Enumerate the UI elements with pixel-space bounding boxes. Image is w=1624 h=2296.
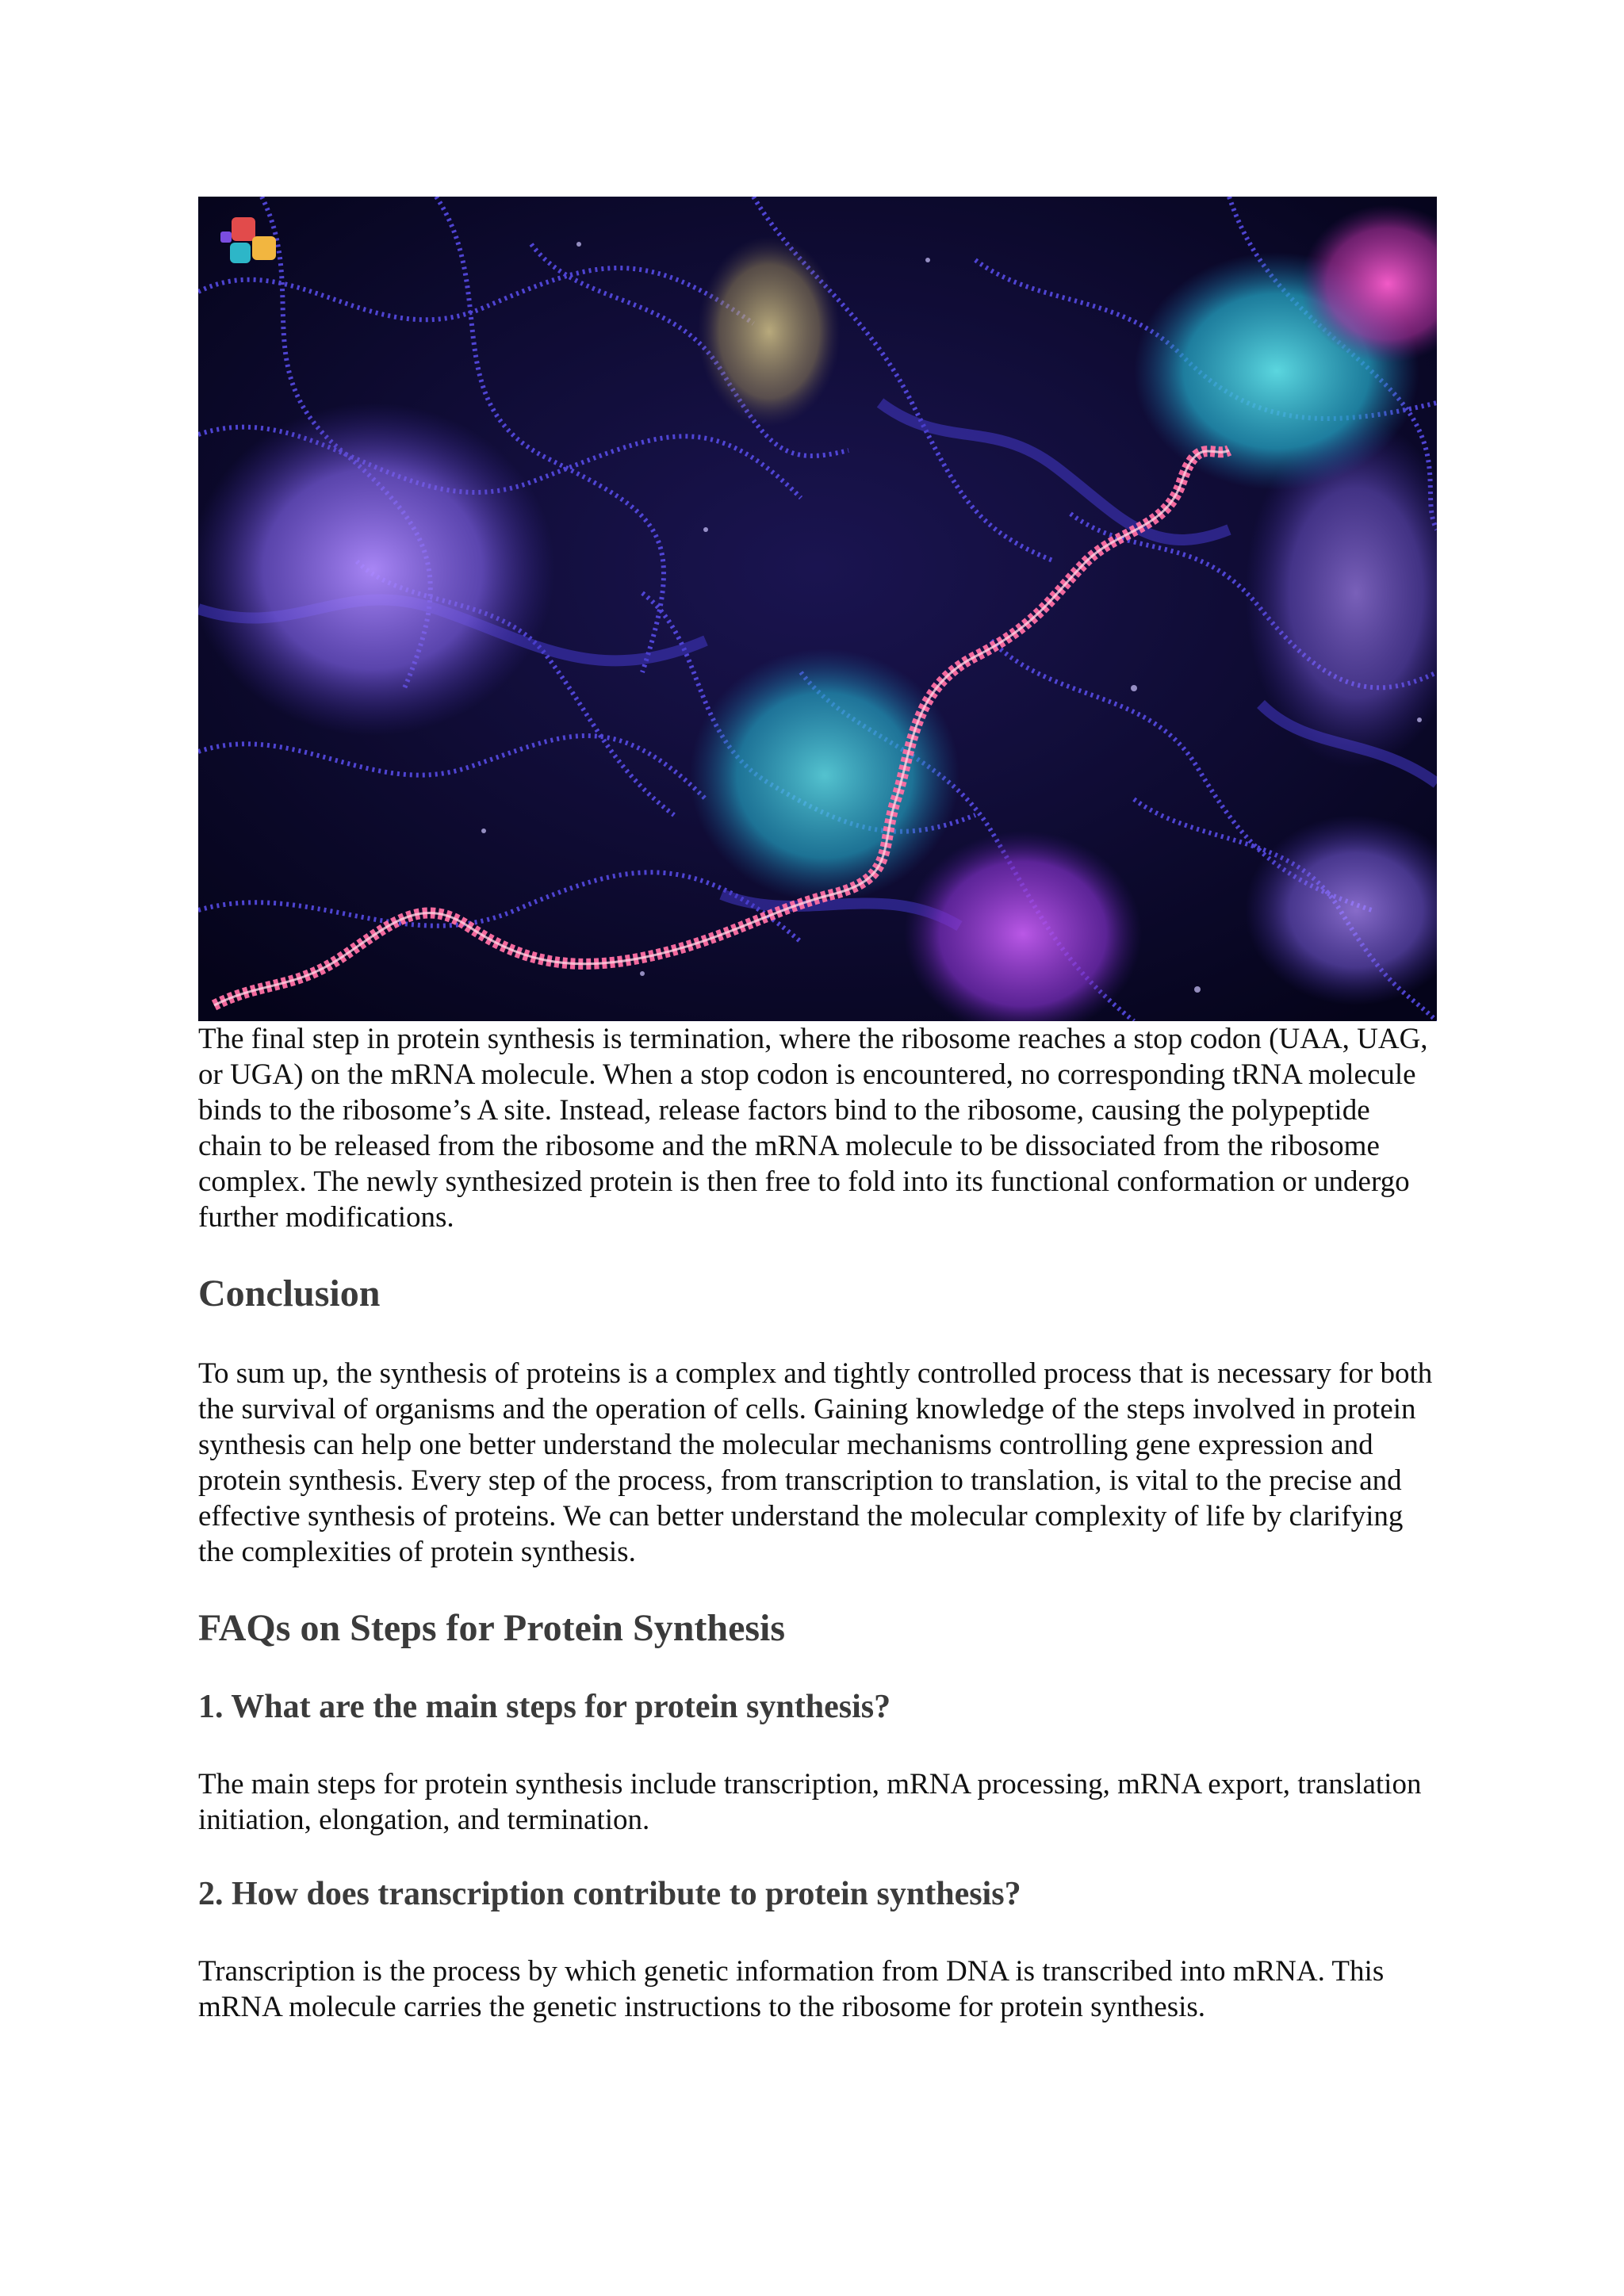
conclusion-heading: Conclusion bbox=[198, 1272, 381, 1314]
faqs-heading: FAQs on Steps for Protein Synthesis bbox=[198, 1607, 786, 1649]
faq-question-1: 1. What are the main steps for protein synthesis? bbox=[198, 1689, 891, 1725]
termination-paragraph: The final step in protein synthesis is termination, where the ribosome reaches a stop codon (UAA, UAG, or UGA) on the mRNA molecule. When a stop codon is encountered, no corresponding tRNA molecule binds to the ribosome’s A site. Instead, release factors bind to the ribosome, causing the polypeptide chain to be released from the ribosome and the mRNA molecule to be dissociated from the ribosome complex. The newly synthesized protein is then free to fold into its functional conformation or undergo further modifications. bbox=[198, 1023, 1428, 1234]
brand-logo-icon bbox=[214, 209, 285, 281]
document-page bbox=[198, 197, 1437, 2025]
molecular-illustration-icon bbox=[198, 197, 1437, 1021]
protein-synthesis-image bbox=[198, 197, 1437, 1021]
conclusion-paragraph: To sum up, the synthesis of proteins is a complex and tightly controlled process that is necessary for both the survival of organisms and the operation of cells. Gaining knowledge of the steps involved in protein synthesis can help one better understand the molecular mechanisms controlling gene expression and protein synthesis. Every step of the process, from transcription to translation, is vital to the precise and effective synthesis of proteins. We can better understand the molecular complexity of life by clarifying the complexities of protein synthesis. bbox=[198, 1357, 1433, 1568]
faq-answer-1: The main steps for protein synthesis include transcription, mRNA processing, mRNA export, translation initiation, elongation, and termination. bbox=[198, 1768, 1422, 1836]
faq-answer-2: Transcription is the process by which genetic information from DNA is transcribed into mRNA. This mRNA molecule carries the genetic instructions to the ribosome for protein synthesis. bbox=[198, 1955, 1385, 2023]
faq-question-2: 2. How does transcription contribute to protein synthesis? bbox=[198, 1876, 1021, 1912]
